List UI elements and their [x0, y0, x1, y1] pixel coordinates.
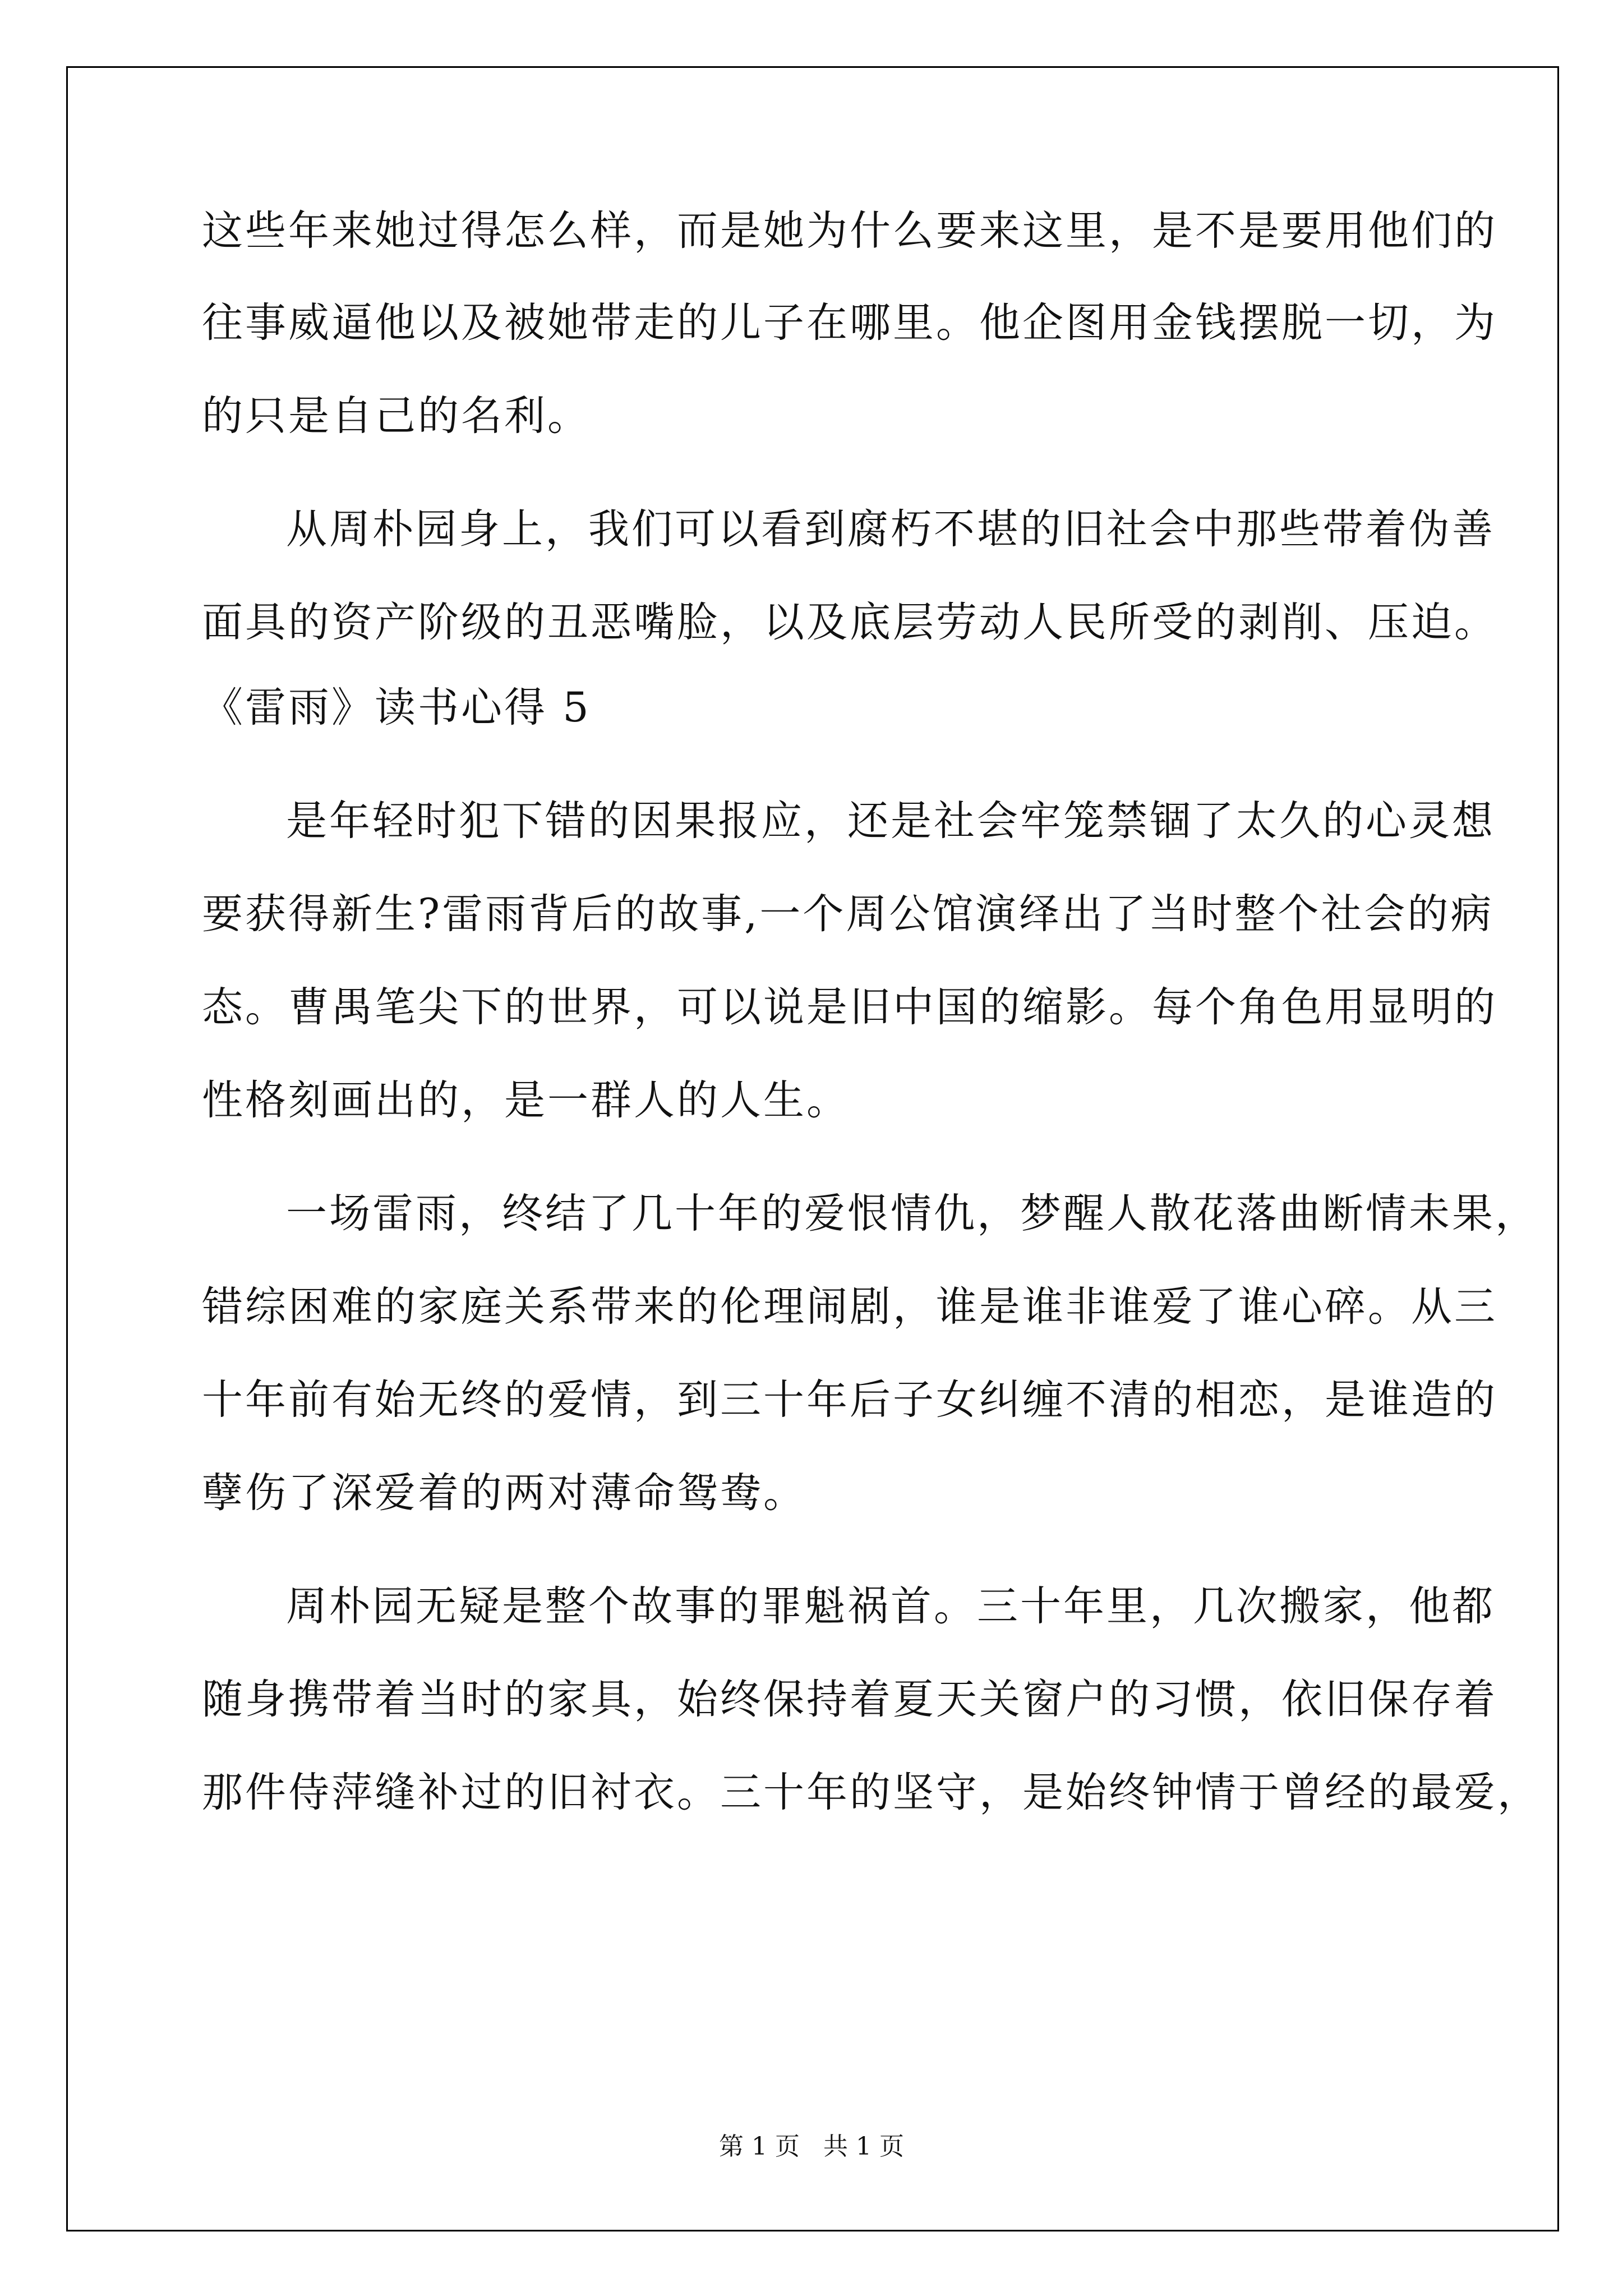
page-number: 第 1 页 [719, 2132, 800, 2161]
paragraph-first-line: 从周朴园身上，我们可以看到腐朽不堪的旧社会中那些带着伪善 [286, 505, 1495, 553]
text-line: 这些年来她过得怎么样，而是她为什么要来这里，是不是要用他们的 [202, 207, 1497, 255]
text-line: 孽伤了深爱着的两对薄命鸳鸯。 [202, 1469, 806, 1517]
text-line: 随身携带着当时的家具，始终保持着夏天关窗户的习惯，依旧保存着 [202, 1676, 1497, 1723]
paragraph-first-line: 是年轻时犯下错的因果报应，还是社会牢笼禁锢了太久的心灵想 [286, 797, 1495, 845]
text-line: 错综困难的家庭关系带来的伦理闹剧，谁是谁非谁爱了谁心碎。从三 [202, 1283, 1497, 1331]
text-line: 的只是自己的名利。 [202, 392, 591, 440]
section-heading: 《雷雨》读书心得 5 [202, 684, 591, 731]
text-line: 性格刻画出的，是一群人的人生。 [202, 1076, 850, 1124]
paragraph-first-line: 周朴园无疑是整个故事的罪魁祸首。三十年里，几次搬家，他都 [286, 1582, 1495, 1630]
text-line: 那件侍萍缝补过的旧衬衣。三十年的坚守，是始终钟情于曾经的最爱， [202, 1769, 1541, 1816]
paragraph-first-line: 一场雷雨，终结了几十年的爱恨情仇，梦醒人散花落曲断情未果， [286, 1190, 1538, 1237]
text-line: 态。曹禺笔尖下的世界，可以说是旧中国的缩影。每个角色用显明的 [202, 983, 1497, 1031]
page-total: 共 1 页 [823, 2132, 904, 2161]
page-footer [0, 2126, 1623, 2162]
text-line: 面具的资产阶级的丑恶嘴脸，以及底层劳动人民所受的剥削、压迫。 [202, 599, 1497, 646]
text-line: 十年前有始无终的爱情，到三十年后子女纠缠不清的相恋，是谁造的 [202, 1376, 1497, 1424]
text-line: 要获得新生?雷雨背后的故事,一个周公馆演绎出了当时整个社会的病 [202, 890, 1494, 938]
text-line: 往事威逼他以及被她带走的儿子在哪里。他企图用金钱摆脱一切，为 [202, 299, 1497, 347]
